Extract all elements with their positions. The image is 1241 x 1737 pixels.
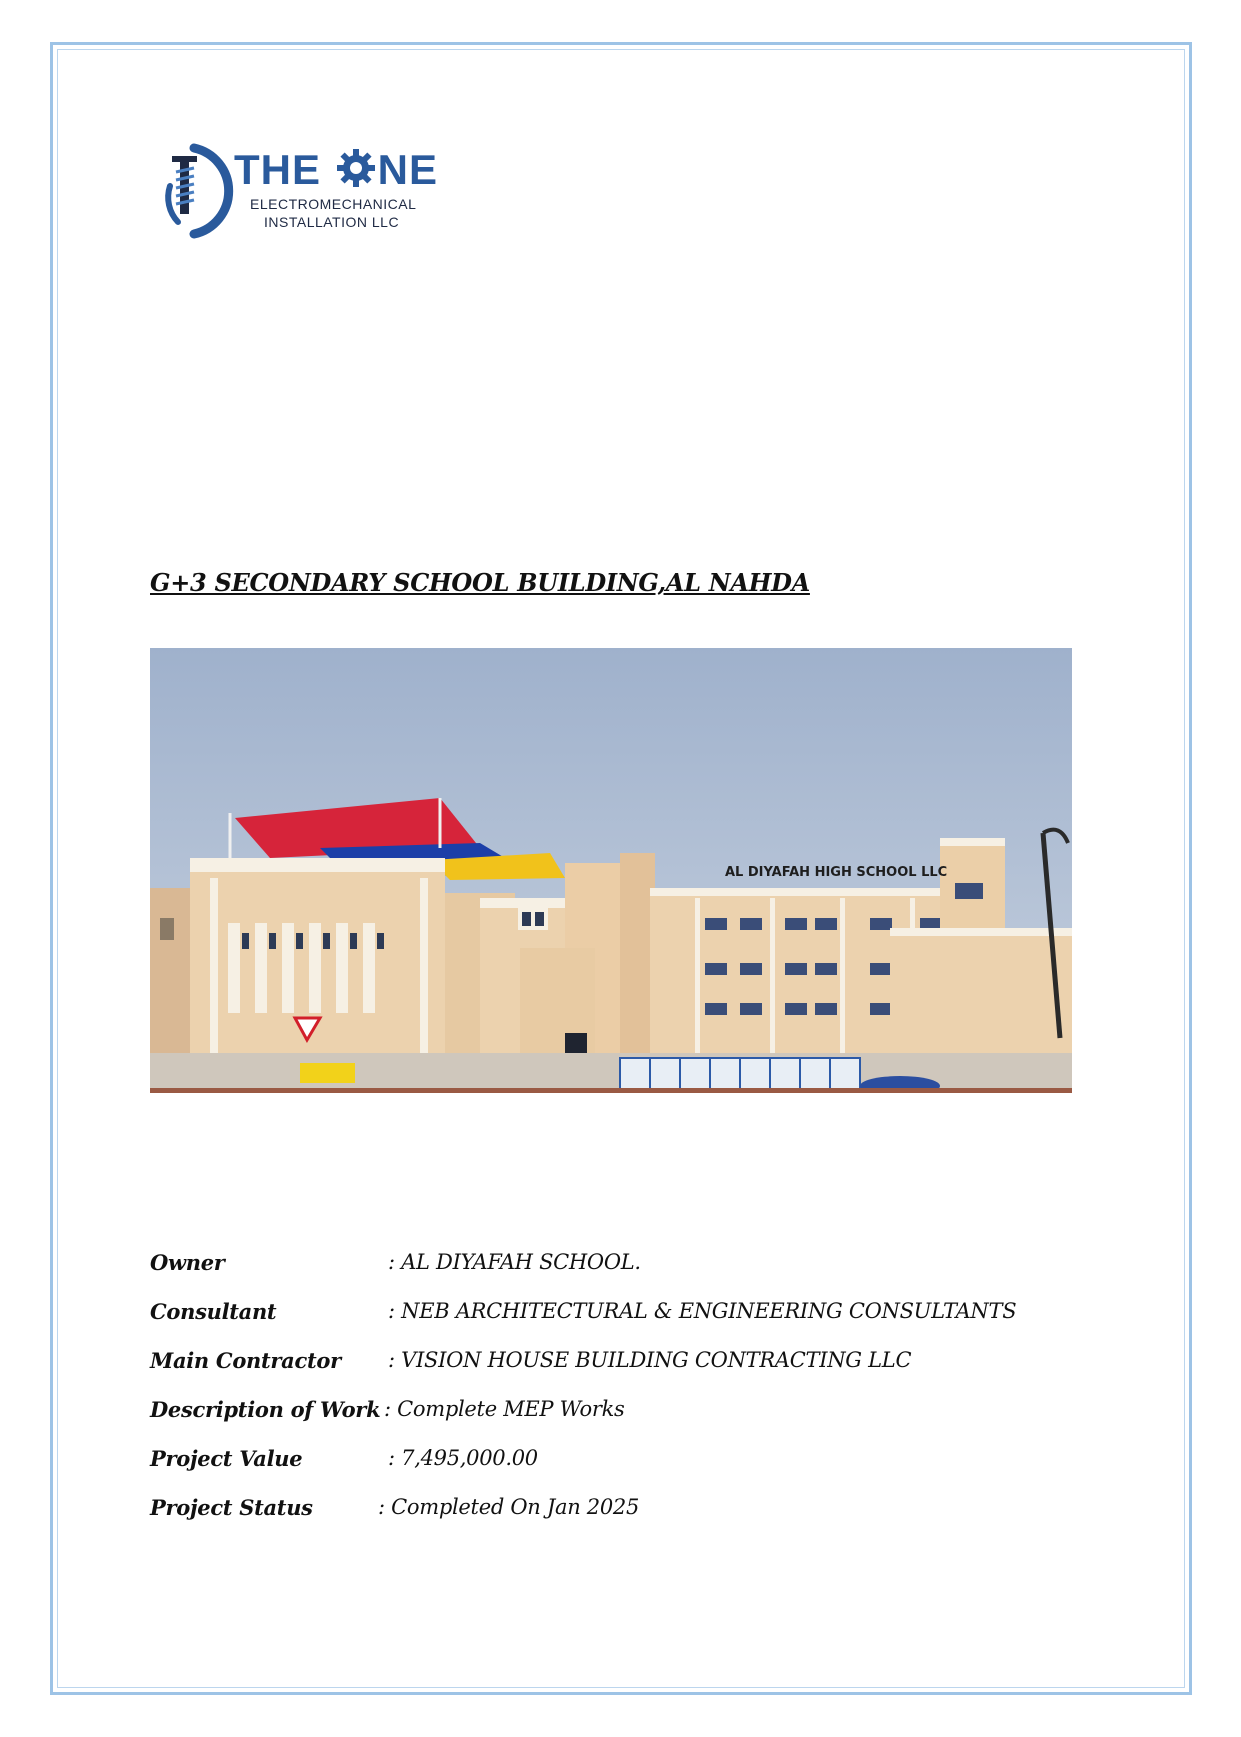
- detail-value: : NEB ARCHITECTURAL & ENGINEERING CONSULTANTS: [388, 1299, 1017, 1323]
- detail-value: : VISION HOUSE BUILDING CONTRACTING LLC: [388, 1348, 912, 1372]
- detail-value: : 7,495,000.00: [388, 1446, 538, 1470]
- project-title: G+3 SECONDARY SCHOOL BUILDING,AL NAHDA: [150, 568, 810, 597]
- logo-brand: THE NE: [234, 146, 439, 193]
- detail-value: : Completed On Jan 2025: [378, 1495, 640, 1519]
- gear-icon: [336, 148, 376, 188]
- detail-label: Owner: [150, 1250, 225, 1275]
- detail-label: Main Contractor: [150, 1348, 341, 1373]
- project-photo: [150, 648, 1072, 1093]
- logo-subtitle-line1: ELECTROMECHANICAL: [250, 196, 417, 212]
- detail-value: : AL DIYAFAH SCHOOL.: [388, 1250, 641, 1274]
- school-building-image: [150, 648, 1072, 1093]
- logo-emblem-icon: [160, 142, 240, 242]
- detail-value: : Complete MEP Works: [384, 1397, 625, 1421]
- detail-label: Consultant: [150, 1299, 277, 1324]
- logo-subtitle-line2: INSTALLATION LLC: [264, 214, 400, 230]
- building-signage: AL DIYAFAH HIGH SCHOOL LLC: [725, 865, 948, 880]
- detail-label: Project Value: [150, 1446, 303, 1471]
- detail-label: Project Status: [150, 1495, 313, 1520]
- company-logo: [160, 142, 450, 242]
- detail-label: Description of Work: [150, 1397, 381, 1422]
